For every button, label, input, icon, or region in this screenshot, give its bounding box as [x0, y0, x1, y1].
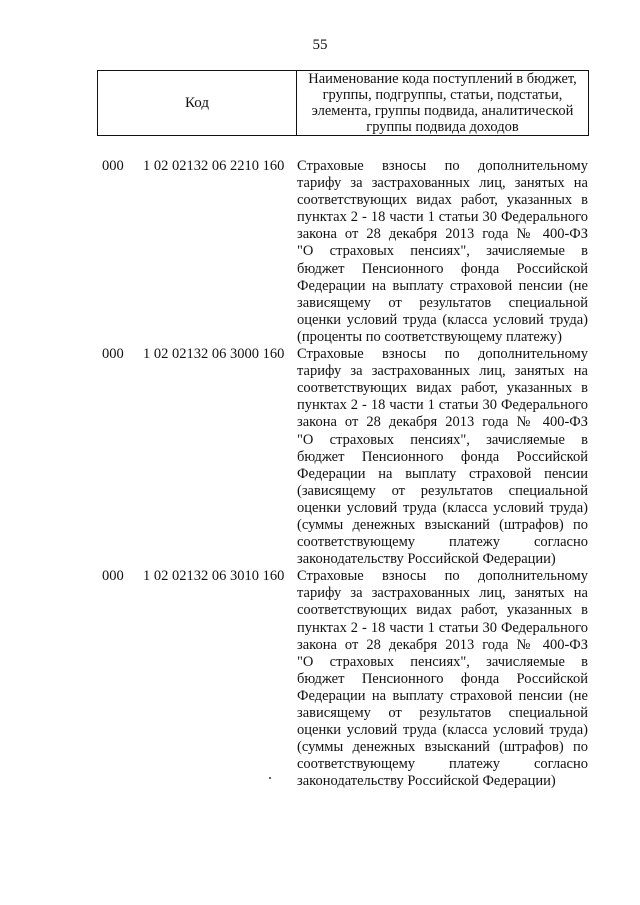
header-name-label: Наименование кода поступлений в бюджет, группы, подгруппы, статьи, подстатьи, элемента, группы подвида, аналитической группы подвида доходов — [308, 71, 577, 135]
header-code-label: Код — [98, 71, 297, 135]
description-line: бюджет Пенсионного фонда Российской — [297, 260, 588, 277]
description-line: закона от 28 декабря 2013 года № 400-ФЗ — [297, 636, 588, 653]
description-line: бюджет Пенсионного фонда Российской — [297, 670, 588, 687]
description-line: закона от 28 декабря 2013 года № 400-ФЗ — [297, 226, 588, 243]
description-line: законодательству Российской Федерации) — [297, 551, 556, 568]
description-line: Страховые взносы по дополнительному — [297, 346, 588, 363]
description-line: зависящему от результатов специальной — [297, 705, 588, 721]
description-line: (зависящему от результатов специальной — [297, 482, 588, 499]
description-line: (проценты по соответствующему платежу) — [297, 328, 562, 345]
scan-speck — [269, 777, 271, 779]
page-number: 55 — [312, 37, 328, 53]
description-line: зависящему от результатов специальной — [297, 294, 588, 311]
row-admin-code: 000 — [102, 158, 124, 174]
table-body — [0, 158, 640, 790]
description-line: Федерации на выплату страховой пенсии — [297, 465, 588, 482]
table-row — [0, 158, 640, 346]
description-line: соответствующему платежу согласно — [297, 534, 588, 551]
description-line: "О страховых пенсиях", зачисляемые в — [297, 431, 588, 448]
row-income-code: 1 02 02132 06 3010 160 — [143, 568, 285, 585]
table-row — [0, 346, 640, 568]
description-line: пунктах 2 - 18 части 1 статьи 30 Федерального — [297, 619, 588, 636]
description-line: Федерации на выплату страховой пенсии (не — [297, 277, 588, 294]
description-line: тарифу за застрахованных лиц, занятых на — [297, 585, 588, 602]
description-line: (суммы денежных взысканий (штрафов) по — [297, 739, 588, 756]
row-description — [297, 568, 588, 790]
description-line: оценки условий труда (класса условий труда) — [297, 722, 588, 739]
description-line: Страховые взносы по дополнительному — [297, 158, 588, 174]
description-line: тарифу за застрахованных лиц, занятых на — [297, 363, 588, 380]
row-admin-code: 000 — [102, 346, 124, 363]
description-line: пунктах 2 - 18 части 1 статьи 30 Федерального — [297, 397, 588, 414]
description-line: законодательству Российской Федерации) — [297, 773, 556, 790]
row-income-code: 1 02 02132 06 2210 160 — [143, 158, 285, 174]
description-line: пунктах 2 - 18 части 1 статьи 30 Федерального — [297, 209, 588, 226]
description-line: соответствующему платежу согласно — [297, 756, 588, 773]
description-line: "О страховых пенсиях", зачисляемые в — [297, 653, 588, 670]
description-line: тарифу за застрахованных лиц, занятых на — [297, 175, 588, 192]
table-header — [97, 70, 589, 136]
table-row — [0, 568, 640, 790]
description-line: оценки условий труда (класса условий труда) — [297, 311, 588, 328]
description-line: "О страховых пенсиях", зачисляемые в — [297, 243, 588, 260]
row-admin-code: 000 — [102, 568, 124, 585]
row-description — [297, 346, 588, 568]
description-line: бюджет Пенсионного фонда Российской — [297, 448, 588, 465]
description-line: Федерации на выплату страховой пенсии (не — [297, 687, 588, 704]
description-line: соответствующих видах работ, указанных в — [297, 192, 588, 209]
row-description — [297, 158, 588, 346]
description-line: соответствующих видах работ, указанных в — [297, 602, 588, 619]
description-line: закона от 28 декабря 2013 года № 400-ФЗ — [297, 414, 588, 431]
description-line: соответствующих видах работ, указанных в — [297, 380, 588, 397]
description-line: (суммы денежных взысканий (штрафов) по — [297, 516, 588, 533]
row-income-code: 1 02 02132 06 3000 160 — [143, 346, 285, 363]
description-line: оценки условий труда (класса условий труда) — [297, 499, 588, 516]
description-line: Страховые взносы по дополнительному — [297, 568, 588, 585]
